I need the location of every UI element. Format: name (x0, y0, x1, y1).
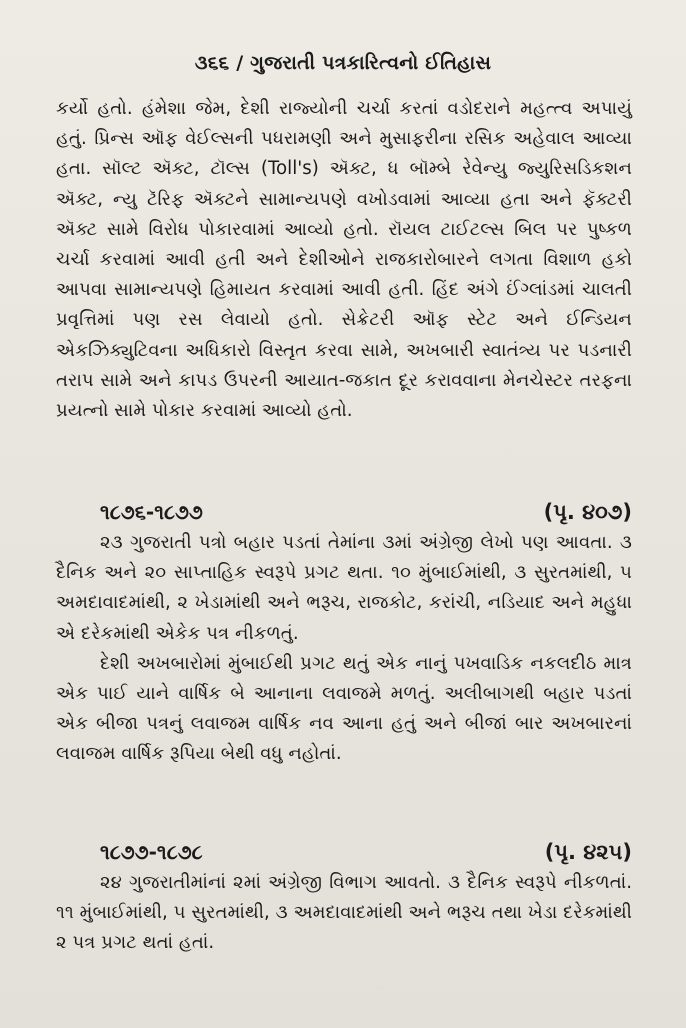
section-1877-1878 (56, 836, 632, 959)
paragraph-text: ૨૩ ગુજરાતી પત્રો બહાર પડતાં તેમાંના ૩માં અંગ્રેજી લેખો પણ આવતા. ૩ દૈનિક અને ૨૦ સાપ્તાહિક સ્વરૂપે પ્રગટ થતા. ૧૦ મુંબાઈમાંથી, ૩ સુરતમાંથી, ૫ અમદાવાદમાંથી, ૨ ખેડામાંથી અને ભરૂચ, રાજકોટ, કરાંચી, નડિયાદ અને મહુધા એ દરેકમાંથી એકેક પત્ર નીકળતું. (56, 532, 632, 644)
paragraph-text: ૨૪ ગુજરાતીમાંનાં ૨માં અંગ્રેજી વિભાગ આવતો. ૩ દૈનિક સ્વરૂપે નીકળતાં. ૧૧ મુંબાઈમાંથી, ૫ સુરતમાંથી, ૩ અમદાવાદમાંથી અને ભરૂચ તથા ખેડા દરેકમાંથી ૨ પત્ર પ્રગટ થતાં હતાં. (56, 872, 632, 954)
period-label: ૧૮૭૭-૧૮૭૮ (100, 840, 203, 864)
section-1876-1877 (56, 496, 632, 770)
running-header: ૩૬૬ / ગુજરાતી પત્રકારિત્વનો ઈતિહાસ (194, 52, 492, 74)
paragraph-text: દેશી અખબારોમાં મુંબાઈથી પ્રગટ થતું એક નાનું પખવાડિક નકલદીઠ માત્ર એક પાઈ યાને વાર્ષિક બે આનાના લવાજમે મળતું. અલીબાગથી બહાર પડતાં એક બીજા પત્રનું લવાજમ વાર્ષિક નવ આના હતું અને બીજાં બાર અખબારનાં લવાજમ વાર્ષિક રૂપિયા બેથી વધુ નહોતાં. (56, 652, 632, 765)
paragraph-text: કર્યો હતો. હંમેશા જેમ, દેશી રાજ્યોની ચર્ચા કરતાં વડોદરાને મહત્ત્વ અપાયું હતું. પ્રિન્સ ઑફ વેઈલ્સની પધરામણી અને મુસાફરીના રસિક અહેવાલ આવ્યા હતા. સૉલ્ટ ઍક્ટ, ટૉલ્સ (Toll's) ઍક્ટ, ધ બૉમ્બે રેવેન્યુ જ્યુરિસડિકશન ઍક્ટ, ન્યુ ટૅરિફ ઍક્ટને સામાન્યપણે વખોડવામાં આવ્યા હતા અને ફૅક્ટરી ઍક્ટ સામે વિરોધ પોકારવામાં આવ્યો હતો. રૉયલ ટાઈટલ્સ બિલ પર પુષ્કળ ચર્ચા કરવામાં આવી હતી અને દેશીઓને રાજકારોબારને લગતા વિશાળ હકો આપવા સામાન્યપણે હિમાયત કરવામાં આવી હતી. હિંદ અંગે ઈંગ્લાંડમાં ચાલતી પ્રવૃત્તિમાં પણ રસ લેવાયો હતો. સેક્રેટરી ઑફ સ્ટેટ અને ઈન્ડિયન એકઝિક્યુટિવના અધિકારો વિસ્તૃત કરવા સામે, અખબારી સ્વાતંત્ર્ય પર પડનારી તરાપ સામે અને કાપડ ઉપરની આયાત-જકાત દૂર કરાવવાના મેનચેસ્ટર તરફના પ્રયત્નો સામે પોકાર કરવામાં આવ્યો હતો. (56, 98, 632, 422)
paragraph-continued (56, 94, 632, 426)
section-heading (56, 496, 632, 528)
period-label: ૧૮૭૬-૧૮૭૭ (100, 500, 203, 524)
page-reference: (પૃ. ૪૨૫) (544, 840, 632, 864)
page-reference: (પૃ. ૪૦૭) (543, 500, 632, 524)
section-heading (56, 836, 632, 868)
